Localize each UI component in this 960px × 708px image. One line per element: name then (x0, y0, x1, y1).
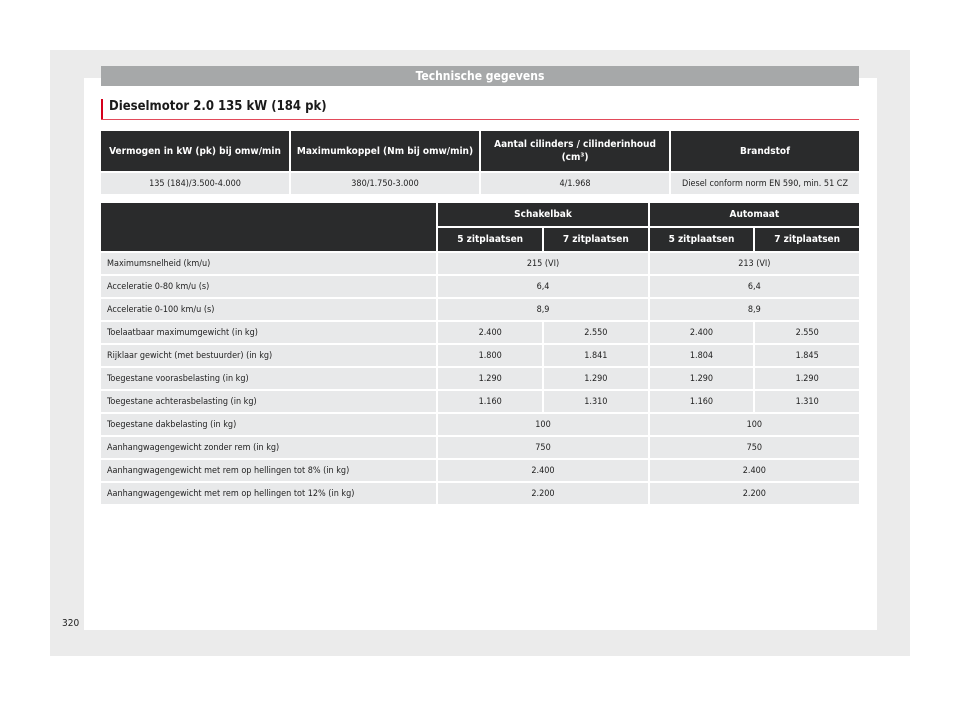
spec-table (99, 201, 861, 506)
row-value: 2.200 (650, 483, 859, 504)
row-label: Toegestane achterasbelasting (in kg) (101, 391, 436, 412)
table-row (101, 322, 859, 343)
spec-header-automaat: Automaat (650, 203, 859, 226)
spec-subheader: 5 zitplaatsen (650, 228, 754, 251)
row-value: 213 (VI) (650, 253, 859, 274)
row-value: 1.290 (755, 368, 859, 389)
spec-group-header-row (101, 203, 859, 226)
spec-subheader: 7 zitplaatsen (755, 228, 859, 251)
row-value: 2.400 (438, 322, 542, 343)
row-value: 1.290 (438, 368, 542, 389)
row-value: 1.804 (650, 345, 754, 366)
spec-header-blank (101, 203, 436, 251)
row-label: Toegestane voorasbelasting (in kg) (101, 368, 436, 389)
row-value: 750 (438, 437, 647, 458)
row-label: Toegestane dakbelasting (in kg) (101, 414, 436, 435)
row-value: 2.400 (438, 460, 647, 481)
spec-subheader: 7 zitplaatsen (544, 228, 648, 251)
row-value: 1.800 (438, 345, 542, 366)
title-underline (101, 119, 859, 120)
row-value: 6,4 (438, 276, 647, 297)
row-value: 100 (438, 414, 647, 435)
chapter-header: Technische gegevens (101, 66, 859, 86)
engine-table (99, 129, 861, 196)
table-row (101, 414, 859, 435)
table-row (101, 299, 859, 320)
engine-header-power: Vermogen in kW (pk) bij omw/min (101, 131, 289, 171)
row-value: 1.290 (544, 368, 648, 389)
engine-cylinders-value: 4/1.968 (481, 173, 669, 194)
row-label: Rijklaar gewicht (met bestuurder) (in kg) (101, 345, 436, 366)
row-value: 1.160 (438, 391, 542, 412)
row-label: Aanhangwagengewicht zonder rem (in kg) (101, 437, 436, 458)
engine-table-header-row (101, 131, 859, 171)
row-label: Acceleratie 0-100 km/u (s) (101, 299, 436, 320)
title-accent (101, 99, 103, 119)
row-value: 2.550 (755, 322, 859, 343)
table-row (101, 483, 859, 504)
row-value: 2.200 (438, 483, 647, 504)
row-value: 100 (650, 414, 859, 435)
row-value: 8,9 (650, 299, 859, 320)
engine-power-value: 135 (184)/3.500-4.000 (101, 173, 289, 194)
table-row (101, 437, 859, 458)
row-label: Maximumsnelheid (km/u) (101, 253, 436, 274)
row-value: 8,9 (438, 299, 647, 320)
engine-table-row (101, 173, 859, 194)
row-label: Aanhangwagengewicht met rem op hellingen tot 12% (in kg) (101, 483, 436, 504)
row-value: 750 (650, 437, 859, 458)
row-value: 2.550 (544, 322, 648, 343)
row-value: 1.841 (544, 345, 648, 366)
row-value: 1.290 (650, 368, 754, 389)
row-value: 1.160 (650, 391, 754, 412)
row-value: 2.400 (650, 460, 859, 481)
table-row (101, 276, 859, 297)
table-row (101, 391, 859, 412)
spec-subheader: 5 zitplaatsen (438, 228, 542, 251)
engine-torque-value: 380/1.750-3.000 (291, 173, 479, 194)
spec-header-schakelbak: Schakelbak (438, 203, 647, 226)
row-value: 2.400 (650, 322, 754, 343)
row-value: 1.310 (544, 391, 648, 412)
engine-header-torque: Maximumkoppel (Nm bij omw/min) (291, 131, 479, 171)
table-row (101, 368, 859, 389)
section-title: Dieselmotor 2.0 135 kW (184 pk) (109, 99, 327, 114)
row-value: 1.310 (755, 391, 859, 412)
row-label: Acceleratie 0-80 km/u (s) (101, 276, 436, 297)
engine-header-cylinders: Aantal cilinders / cilinderinhoud (cm³) (481, 131, 669, 171)
row-value: 1.845 (755, 345, 859, 366)
row-label: Toelaatbaar maximumgewicht (in kg) (101, 322, 436, 343)
page-number: 320 (62, 618, 80, 629)
engine-header-fuel: Brandstof (671, 131, 859, 171)
row-value: 6,4 (650, 276, 859, 297)
engine-fuel-value: Diesel conform norm EN 590, min. 51 CZ (671, 173, 859, 194)
row-label: Aanhangwagengewicht met rem op hellingen tot 8% (in kg) (101, 460, 436, 481)
row-value: 215 (VI) (438, 253, 647, 274)
table-row (101, 253, 859, 274)
table-row (101, 345, 859, 366)
table-row (101, 460, 859, 481)
